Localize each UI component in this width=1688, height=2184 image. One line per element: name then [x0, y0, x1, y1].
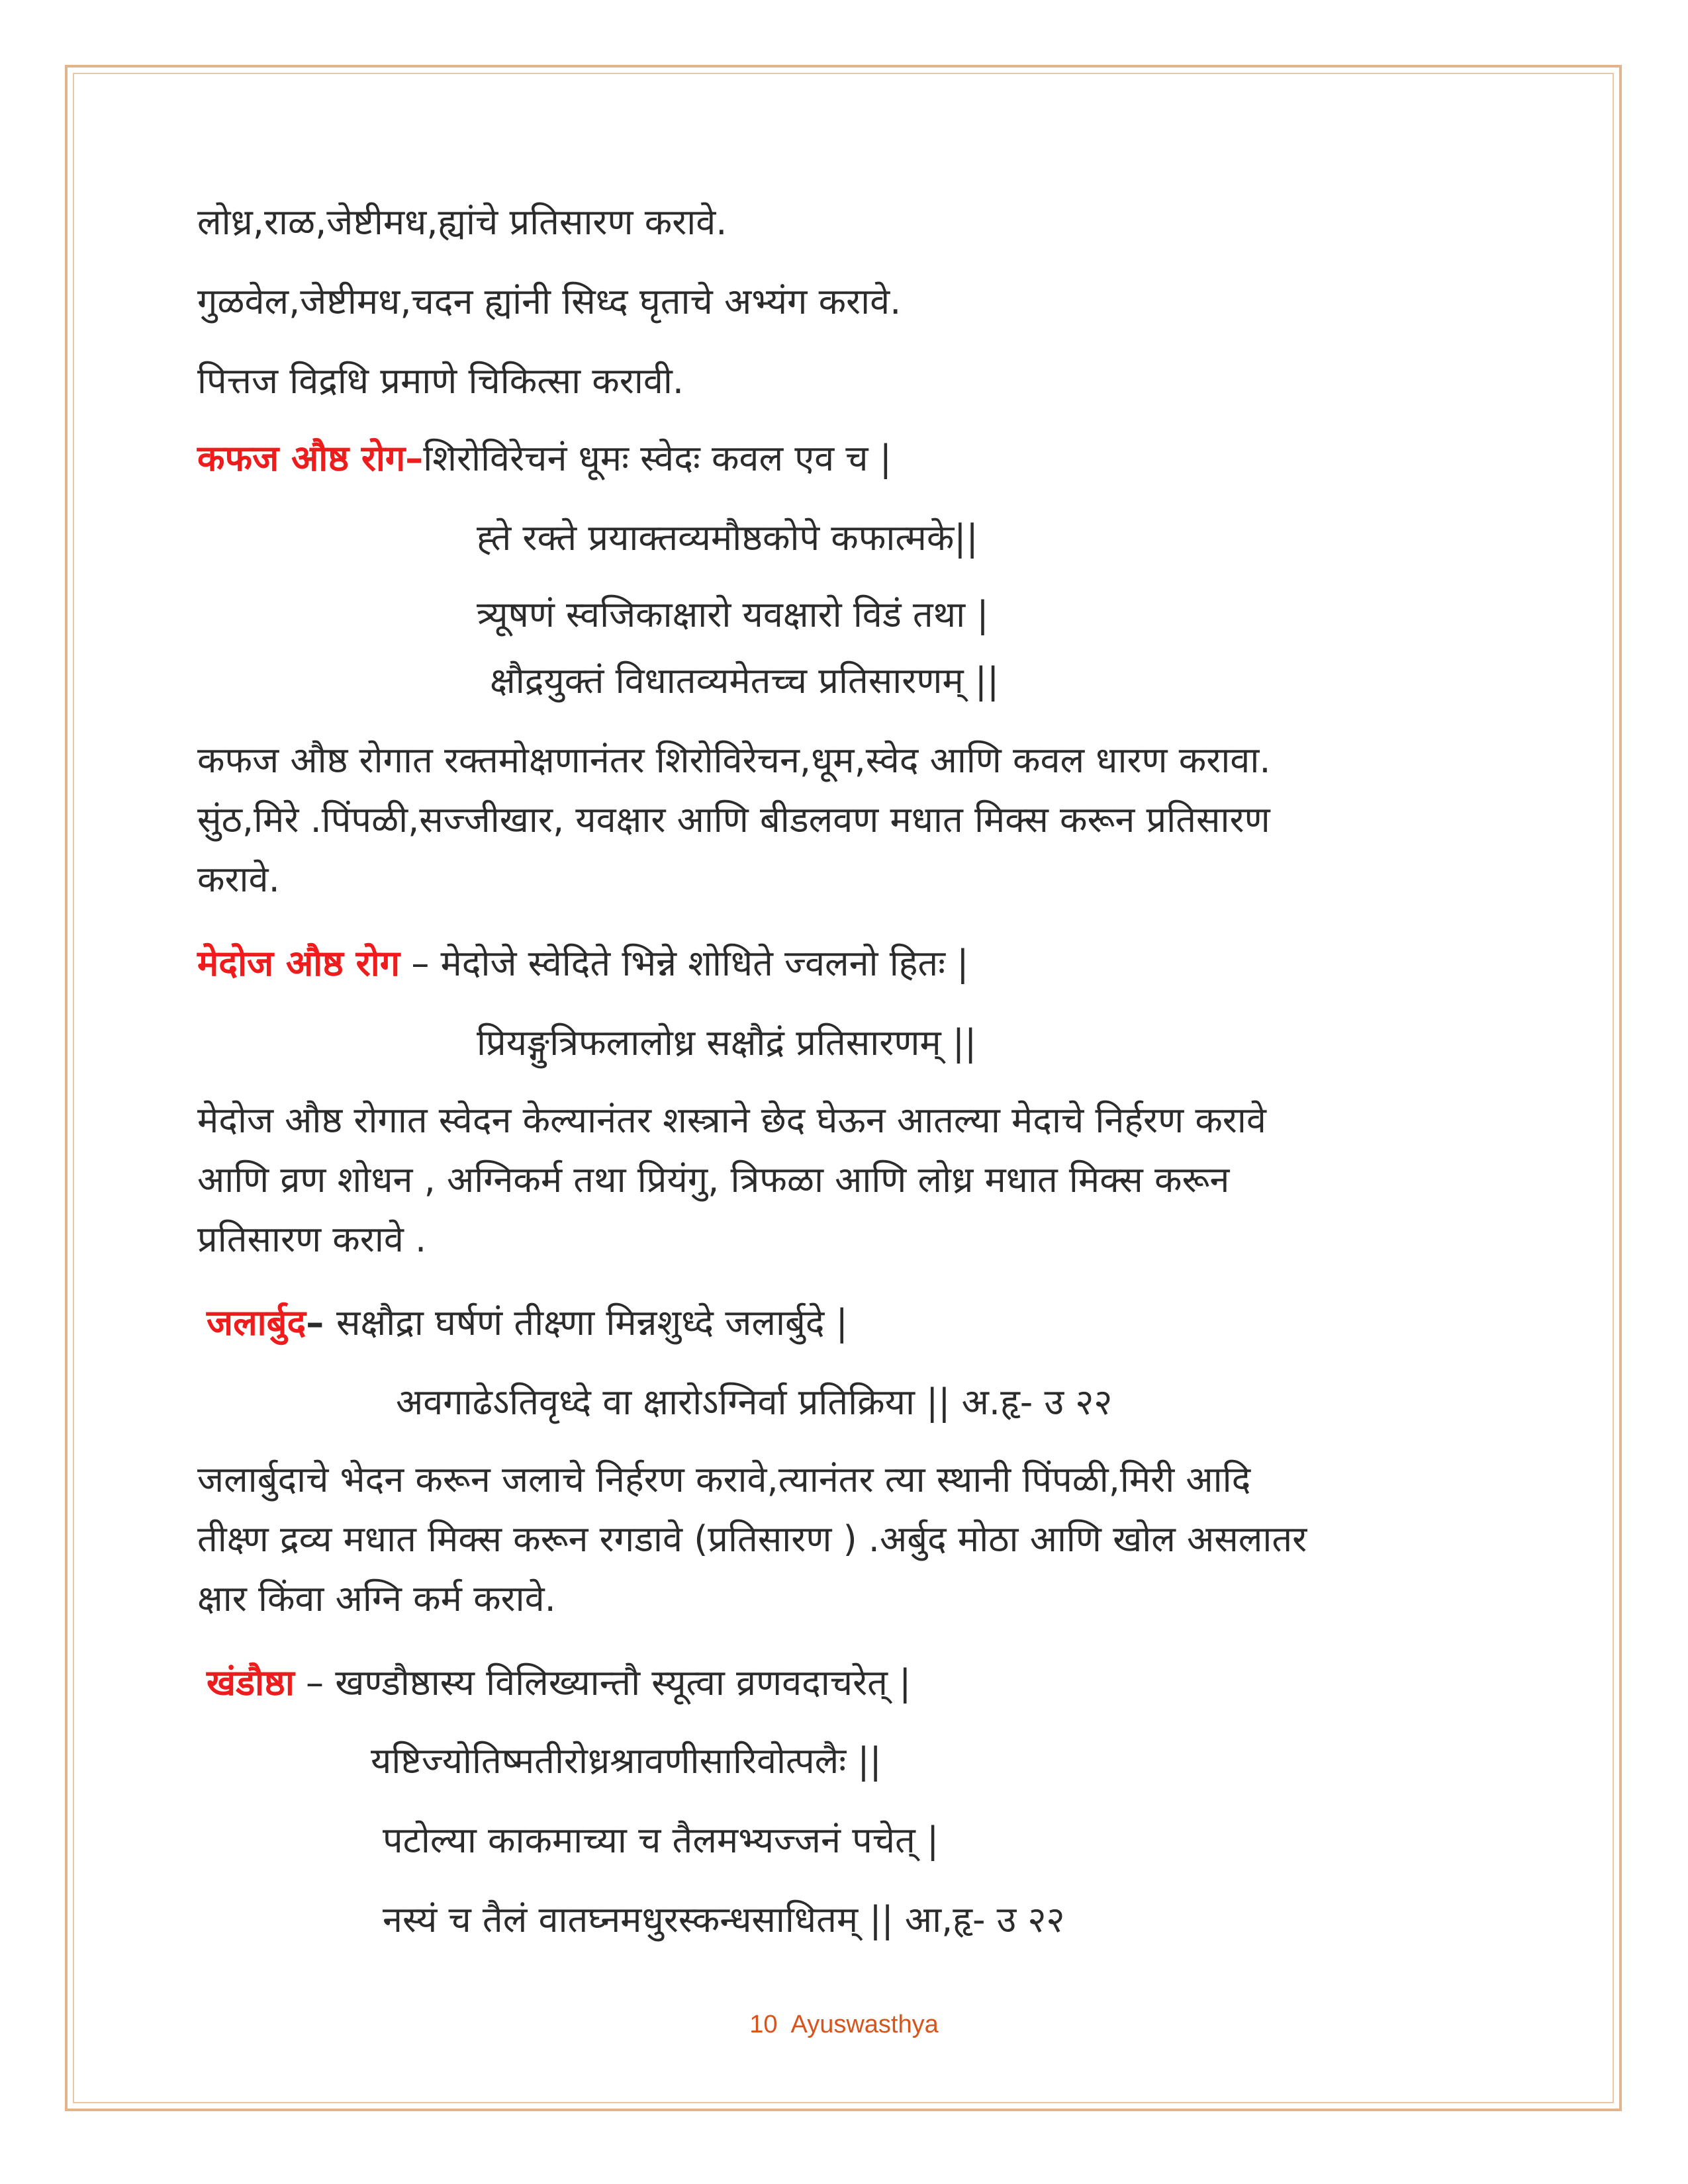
- section-heading: मेदोज औष्ठ रोग: [197, 942, 400, 984]
- footer-title: Ayuswasthya: [790, 2011, 939, 2038]
- page-number: 10: [749, 2011, 778, 2038]
- medo-heading-line: [197, 943, 968, 984]
- verse-line: शिरोविरेचनं धूमः स्वेदः कवल एव च |: [423, 437, 892, 479]
- section-heading: जलार्बुद: [207, 1302, 306, 1343]
- text-line: सुंठ,मिरे .पिंपळी,सज्जीखार, यवक्षार आणि बीडलवण मधात मिक्स करून प्रतिसारण: [197, 799, 1270, 841]
- text-line: लोध्र,राळ,जेष्टीमध,ह्यांचे प्रतिसारण करावे.: [197, 201, 727, 243]
- text-line: आणि व्रण शोधन , अग्निकर्म तथा प्रियंगु, त्रिफळा आणि लोध्र मधात मिक्स करून: [197, 1159, 1230, 1201]
- text-line: तीक्ष्ण द्रव्य मधात मिक्स करून रगडावे (प्रतिसारण ) .अर्बुद मोठा आणि खोल असलातर: [197, 1518, 1307, 1560]
- verse-line: पटोल्या काकमाच्या च तैलमभ्यज्जनं पचेत् |: [383, 1819, 939, 1861]
- verse-line: अवगाढेऽतिवृध्दे वा क्षारोऽग्निर्वा प्रतिक्रिया || अ.हृ- उ २२: [396, 1381, 1113, 1423]
- heading-separator: –: [405, 437, 424, 479]
- verse-line: खण्डौष्ठास्य विलिख्यान्तौ स्यूत्वा व्रणवदाचरेत् |: [335, 1662, 912, 1704]
- verse-line: सक्षौद्रा घर्षणं तीक्ष्णा मिन्नशुध्दे जलार्बुदे |: [336, 1302, 848, 1343]
- heading-separator: –: [306, 1302, 336, 1343]
- page-footer: [0, 2011, 1688, 2039]
- kapha-heading-line: [197, 438, 892, 479]
- verse-line: त्र्यूषणं स्वजिकाक्षारो यवक्षारो विडं तथा |: [477, 594, 989, 635]
- verse-line: नस्यं च तैलं वातघ्नमधुरस्कन्धसाधितम् || आ,हृ- उ २२: [383, 1899, 1065, 1940]
- text-line: करावे.: [197, 858, 280, 900]
- text-line: मेदोज औष्ठ रोगात स्वेदन केल्यानंतर शस्त्राने छेद घेऊन आतल्या मेदाचे निर्हरण करावे: [197, 1099, 1266, 1141]
- jala-heading-line: [207, 1302, 848, 1343]
- text-line: कफज औष्ठ रोगात रक्तमोक्षणानंतर शिरोविरेचन,धूम,स्वेद आणि कवल धारण करावा.: [197, 739, 1271, 781]
- verse-line: क्षौद्रयुक्तं विधातव्यमेतच्च प्रतिसारणम् ||: [490, 660, 1000, 702]
- text-line: पित्तज विद्रधि प्रमाणे चिकित्सा करावी.: [197, 360, 684, 402]
- heading-separator: –: [294, 1662, 336, 1704]
- khanda-heading-line: [207, 1662, 911, 1704]
- text-line: गुळवेल,जेष्टीमध,चदन ह्यांनी सिध्द घृताचे अभ्यंग करावे.: [197, 281, 902, 322]
- verse-line: मेदोजे स्वेदिते भिन्ने शोधिते ज्वलनो हितः |: [440, 942, 969, 984]
- text-line: प्रतिसारण करावे .: [197, 1218, 427, 1260]
- verse-line: यष्टिज्योतिष्मतीरोध्रश्रावणीसारिवोत्पलैः ||: [371, 1740, 882, 1782]
- verse-line: ह्ते रक्ते प्रयाक्तव्यमौष्ठकोपे कफात्मके||: [477, 517, 978, 559]
- text-line: क्षार किंवा अग्नि कर्म करावे.: [197, 1578, 556, 1619]
- section-heading: कफज औष्ठ रोग: [197, 437, 406, 479]
- verse-line: प्रियङ्गुत्रिफलालोध्र सक्षौद्रं प्रतिसारणम् ||: [477, 1022, 977, 1064]
- section-heading: खंडौष्ठा: [207, 1662, 295, 1704]
- text-line: जलार्बुदाचे भेदन करून जलाचे निर्हरण करावे,त्यानंतर त्या स्थानी पिंपळी,मिरी आदि: [197, 1459, 1251, 1500]
- heading-separator: –: [400, 942, 441, 984]
